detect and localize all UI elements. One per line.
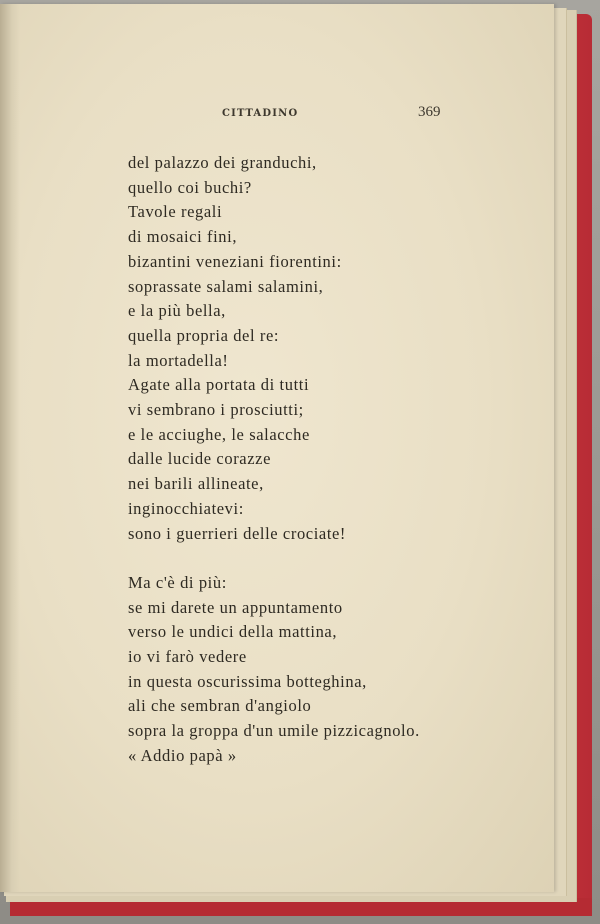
poem-line: in questa oscurissima botteghina, (128, 671, 367, 691)
poem-line: Tavole regali (128, 202, 223, 222)
poem-line: vi sembrano i prosciutti; (128, 400, 304, 420)
poem-line: e la più bella, (128, 301, 226, 321)
poem-line: quella propria del re: (128, 325, 280, 345)
poem-line: sono i guerrieri delle crociate! (128, 523, 347, 543)
poem-line: io vi farò vedere (128, 647, 247, 667)
running-title: CITTADINO (222, 108, 299, 119)
poem-line: del palazzo dei granduchi, (128, 153, 317, 172)
poem-line: se mi darete un appuntamento (128, 597, 343, 617)
poem-line: ali che sembran d'angiolo (128, 696, 312, 716)
poem-line: sopra la groppa d'un umile pizzicagnolo. (128, 721, 420, 741)
poem-line: la mortadella! (128, 350, 229, 370)
poem-line: e le acciughe, le salacche (128, 424, 310, 444)
stanza-break (128, 546, 548, 571)
poem-line: di mosaici fini, (128, 227, 238, 247)
poem-line: nei barili allineate, (128, 474, 264, 494)
poem-line: quello coi buchi? (128, 177, 252, 197)
poem-line: inginocchiatevi: (128, 498, 244, 518)
poem-line: Agate alla portata di tutti (128, 375, 310, 395)
poem-line: « Addio papà » (128, 745, 237, 765)
poem-text (128, 151, 548, 769)
page-gutter (0, 4, 20, 892)
page-number: 369 (418, 104, 441, 120)
poem-line: bizantini veneziani fiorentini: (128, 251, 342, 271)
poem-line: verso le undici della mattina, (128, 622, 338, 642)
poem-line: Ma c'è di più: (128, 572, 227, 592)
poem-line: dalle lucide corazze (128, 449, 271, 469)
poem-line: soprassate salami salamini, (128, 276, 324, 296)
